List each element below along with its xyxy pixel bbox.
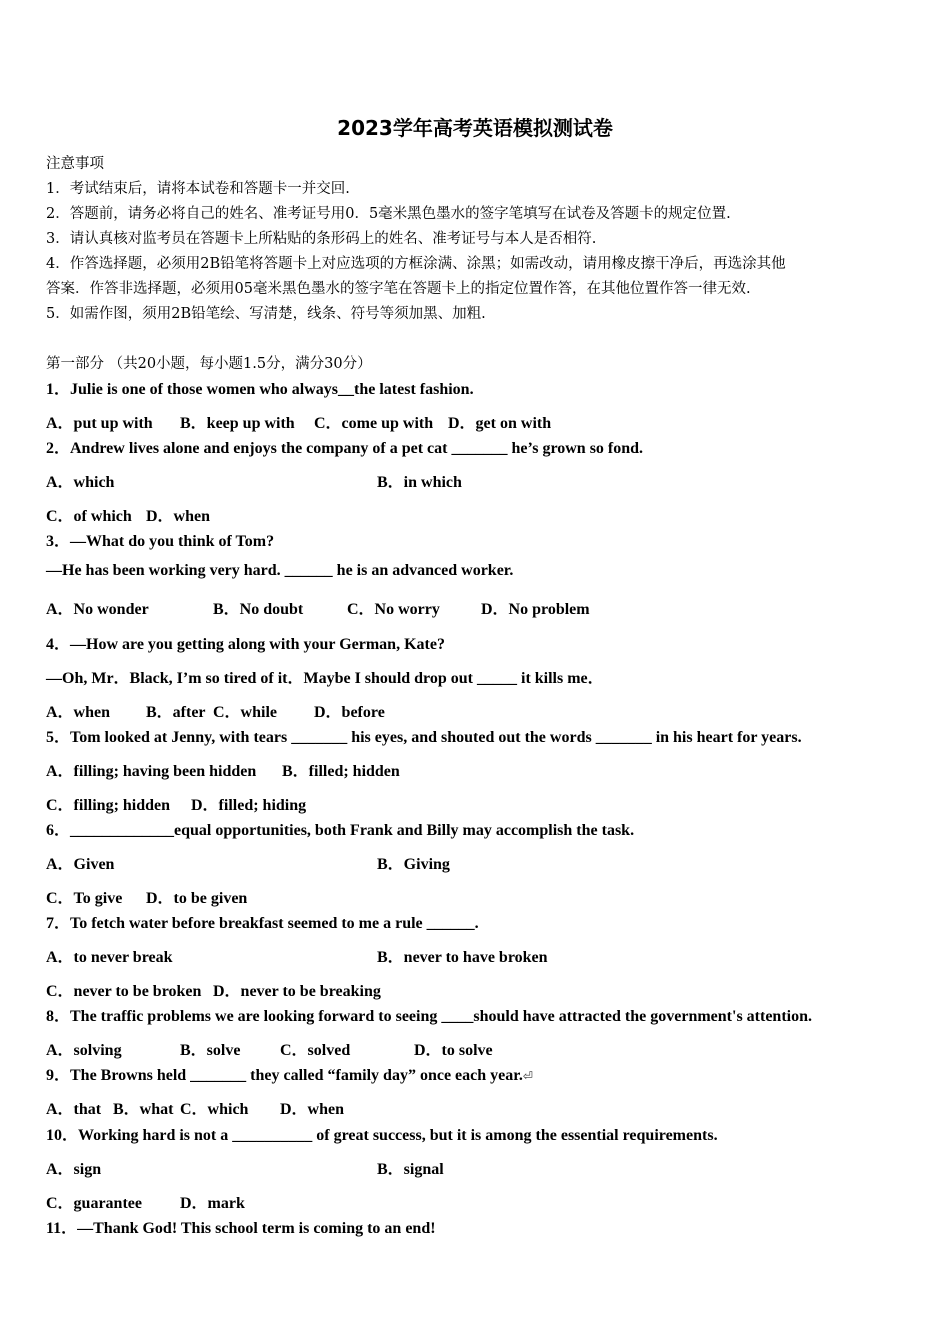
question-stem-reply: —Oh, Mr．Black, I’m so tired of it．Maybe I should drop out _____ it kills me． bbox=[46, 670, 604, 687]
option-d: D．get on with bbox=[448, 415, 552, 432]
option-c: C．solved bbox=[280, 1042, 351, 1059]
option-c: C．which bbox=[180, 1101, 249, 1118]
question-stem: 10．Working hard is not a __________ of great success, but it is among the essential requirements. bbox=[46, 1127, 718, 1144]
option-b: B．what bbox=[113, 1101, 174, 1118]
option-b: B．signal bbox=[377, 1161, 444, 1178]
option-c: C．of which bbox=[46, 508, 132, 525]
option-d: D．when bbox=[280, 1101, 345, 1118]
option-d: D．when bbox=[146, 508, 211, 525]
question-stem: 1．Julie is one of those women who always__the latest fashion. bbox=[46, 381, 474, 398]
option-d: D．before bbox=[314, 704, 385, 721]
question-stem: 11．—Thank God! This school term is coming to an end! bbox=[46, 1220, 436, 1237]
option-b: B．solve bbox=[180, 1042, 241, 1059]
option-d: D．No problem bbox=[481, 601, 590, 618]
option-b: B．Giving bbox=[377, 856, 450, 873]
question-stem-reply: —He has been working very hard. ______ he is an advanced worker. bbox=[46, 562, 514, 579]
option-d: D．never to be breaking bbox=[213, 983, 381, 1000]
option-c: C．To give bbox=[46, 890, 123, 907]
question-stem: 6．_____________equal opportunities, both Frank and Billy may accomplish the task. bbox=[46, 822, 635, 839]
question-stem-line bbox=[46, 1062, 533, 1085]
notice-item: 答案．作答非选择题，必须用05毫米黑色墨水的签字笔在答题卡上的指定位置作答，在其他位置作答一律无效. bbox=[46, 281, 751, 297]
notice-item: 4．作答选择题，必须用2B铅笔将答题卡上对应选项的方框涂满、涂黑；如需改动，请用橡皮擦干净后，再选涂其他 bbox=[46, 256, 786, 272]
option-c: C．come up with bbox=[314, 415, 434, 432]
notice-item: 2．答题前，请务必将自己的姓名、准考证号用0．5毫米黑色墨水的签字笔填写在试卷及答题卡的规定位置. bbox=[46, 206, 731, 222]
option-d: D．filled; hiding bbox=[191, 797, 307, 814]
exam-title: 2023学年高考英语模拟测试卷 bbox=[337, 116, 613, 140]
notice-item: 3．请认真核对监考员在答题卡上所粘贴的条形码上的姓名、准考证号与本人是否相符. bbox=[46, 231, 597, 247]
option-b: B．keep up with bbox=[180, 415, 295, 432]
option-a: A．sign bbox=[46, 1161, 102, 1178]
option-b: B．in which bbox=[377, 474, 462, 491]
option-b: B．after bbox=[146, 704, 206, 721]
option-b: B．No doubt bbox=[213, 601, 304, 618]
question-stem: 2．Andrew lives alone and enjoys the company of a pet cat _______ he’s grown so fond. bbox=[46, 440, 644, 457]
option-d: D．to solve bbox=[414, 1042, 493, 1059]
option-a: A．to never break bbox=[46, 949, 173, 966]
option-c: C．filling; hidden bbox=[46, 797, 171, 814]
option-a: A．solving bbox=[46, 1042, 122, 1059]
question-stem: 8．The traffic problems we are looking forward to seeing ____should have attracted the government's attention. bbox=[46, 1008, 812, 1025]
option-a: A．which bbox=[46, 474, 115, 491]
question-stem: 3．—What do you think of Tom? bbox=[46, 533, 275, 550]
part-heading: 第一部分 （共20小题，每小题1.5分，满分30分） bbox=[46, 356, 372, 372]
option-a: A．Given bbox=[46, 856, 115, 873]
option-a: A．when bbox=[46, 704, 111, 721]
option-c: C．guarantee bbox=[46, 1195, 142, 1212]
notice-item: 1．考试结束后，请将本试卷和答题卡一并交回. bbox=[46, 181, 350, 197]
question-stem: 9．The Browns held _______ they called “family day” once each year. bbox=[46, 1067, 523, 1084]
question-stem: 7．To fetch water before breakfast seemed to me a rule ______. bbox=[46, 915, 479, 932]
option-b: B．never to have broken bbox=[377, 949, 548, 966]
option-b: B．filled; hidden bbox=[282, 763, 400, 780]
option-a: A．No wonder bbox=[46, 601, 149, 618]
paragraph-mark-icon: ⏎ bbox=[522, 1069, 533, 1083]
option-d: D．mark bbox=[180, 1195, 245, 1212]
question-stem: 4．—How are you getting along with your German, Kate? bbox=[46, 636, 445, 653]
notice-heading: 注意事项 bbox=[46, 156, 104, 172]
option-a: A．that bbox=[46, 1101, 102, 1118]
option-a: A．put up with bbox=[46, 415, 153, 432]
question-stem: 5．Tom looked at Jenny, with tears _______ his eyes, and shouted out the words _______ in his heart for years. bbox=[46, 729, 802, 746]
notice-item: 5．如需作图，须用2B铅笔绘、写清楚，线条、符号等须加黑、加粗. bbox=[46, 306, 486, 322]
option-c: C．while bbox=[213, 704, 278, 721]
option-c: C．never to be broken bbox=[46, 983, 202, 1000]
option-a: A．filling; having been hidden bbox=[46, 763, 257, 780]
option-d: D．to be given bbox=[146, 890, 248, 907]
option-c: C．No worry bbox=[347, 601, 440, 618]
